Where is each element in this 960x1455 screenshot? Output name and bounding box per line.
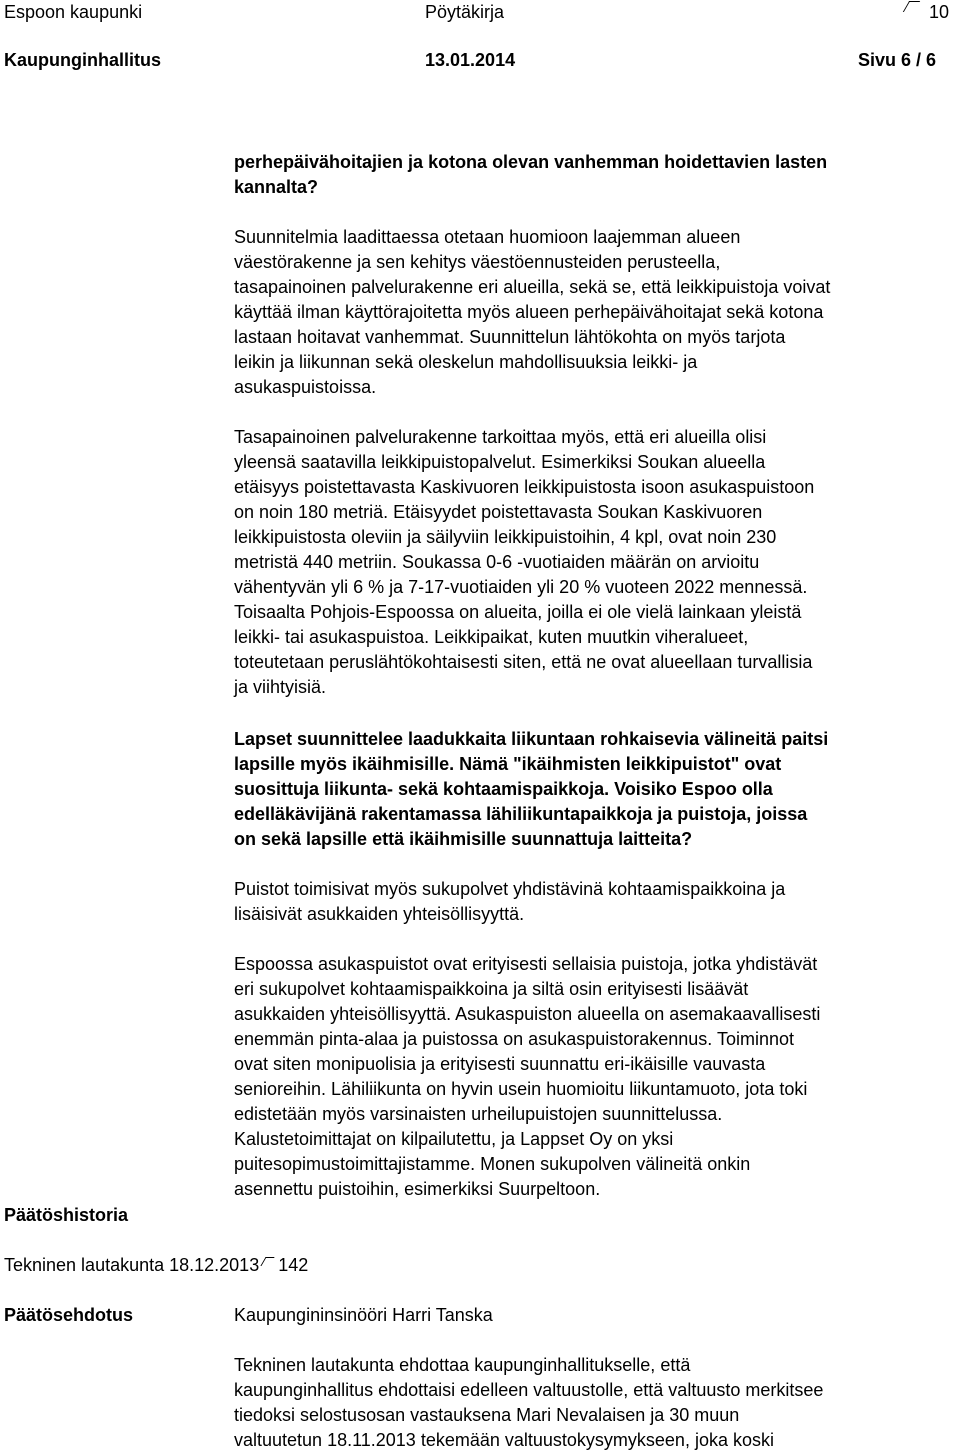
decision-history-heading: Päätöshistoria bbox=[4, 1205, 129, 1225]
text-line: on noin 180 metriä. Etäisyydet poistettavasta Soukan Kaskivuoren bbox=[234, 502, 763, 522]
text-line: väestörakenne ja sen kehitys väestöennusteiden perusteella, bbox=[234, 252, 721, 272]
section-marker-icon bbox=[903, 1, 920, 12]
text-line: on sekä lapsille että ikäihmisille suunnattuja laitteita? bbox=[234, 829, 693, 849]
section-marker-icon bbox=[261, 1257, 275, 1266]
paragraph-lappset-question bbox=[234, 727, 952, 852]
text-line: senioreihin. Lähiliikunta on hyvin usein huomioitu liikuntamuoto, jota toki bbox=[234, 1079, 808, 1099]
section-number-value: 10 bbox=[929, 2, 950, 22]
text-line: puitesopimustoimittajistamme. Monen sukupolven välineitä onkin bbox=[234, 1154, 751, 1174]
text-line: asennettu puistoihin, esimerkiksi Suurpeltoon. bbox=[234, 1179, 601, 1199]
text-line: ovat siten monipuolisia ja erityisesti suunnattu eri-ikäisille vauvasta bbox=[234, 1054, 766, 1074]
text-line: asukkaiden yhteisöllisyyttä. Asukaspuiston alueella on asemakaavallisesti bbox=[234, 1004, 821, 1024]
text-line: metristä 440 metriin. Soukassa 0-6 -vuotiaiden määrän on arvioitu bbox=[234, 552, 760, 572]
text-line: lapsille myös ikäihmisille. Nämä "ikäihmisten leikkipuistot" ovat bbox=[234, 754, 782, 774]
paragraph-parks-generations bbox=[234, 877, 952, 927]
text-line: edistetään myös varsinaisten urheilupuistojen suunnittelussa. bbox=[234, 1104, 723, 1124]
text-line: Tekninen lautakunta ehdottaa kaupunginhallitukselle, että bbox=[234, 1355, 691, 1375]
text-line: Suunnitelmia laadittaessa otetaan huomioon laajemman alueen bbox=[234, 227, 741, 247]
paragraph-proposal bbox=[234, 1353, 952, 1453]
text-line: kannalta? bbox=[234, 177, 319, 197]
text-line: Toisaalta Pohjois-Espoossa on alueita, joilla ei ole vielä lainkaan yleistä bbox=[234, 602, 802, 622]
decision-history-entry bbox=[4, 1253, 308, 1278]
decision-history-committee: Tekninen lautakunta 18.12.2013 bbox=[4, 1255, 260, 1275]
page-indicator: Sivu 6 / 6 bbox=[858, 50, 937, 70]
text-line: leikin ja liikunnan sekä oleskelun mahdollisuuksia leikki- ja bbox=[234, 352, 698, 372]
org-name: Espoon kaupunki bbox=[4, 2, 143, 22]
text-line: kaupunginhallitus ehdottaisi edelleen valtuustolle, että valtuusto merkitsee bbox=[234, 1380, 824, 1400]
text-line: tiedoksi selostusosan vastauksena Mari Nevalaisen ja 30 muun bbox=[234, 1405, 740, 1425]
section-number bbox=[906, 0, 949, 24]
text-line: lastaan hoitavat vanhemmat. Suunnittelun lähtökohta on myös tarjota bbox=[234, 327, 786, 347]
text-line: leikki- tai asukaspuistoa. Leikkipaikat, kuten muutkin viheralueet, bbox=[234, 627, 749, 647]
text-line: lisäisivät asukkaiden yhteisöllisyyttä. bbox=[234, 904, 525, 924]
text-line: suosittuja liikunta- sekä kohtaamispaikkoja. Voisiko Espoo olla bbox=[234, 779, 773, 799]
text-line: edelläkävijänä rakentamassa lähiliikuntapaikkoja ja puistoja, joissa bbox=[234, 804, 808, 824]
text-line: etäisyys poistettavasta Kaskivuoren leikkipuistosta isoon asukaspuistoon bbox=[234, 477, 815, 497]
text-line: valtuutetun 18.11.2013 tekemään valtuustokysymykseen, joka koski bbox=[234, 1430, 774, 1450]
document-type: Pöytäkirja bbox=[425, 2, 505, 22]
text-line: Lapset suunnittelee laadukkaita liikuntaan rohkaisevia välineitä paitsi bbox=[234, 729, 829, 749]
text-line: Kalustetoimittajat on kilpailutettu, ja Lappset Oy on yksi bbox=[234, 1129, 674, 1149]
paragraph-service-structure bbox=[234, 425, 952, 700]
text-line: Espoossa asukaspuistot ovat erityisesti sellaisia puistoja, jotka yhdistävät bbox=[234, 954, 818, 974]
paragraph-planning bbox=[234, 225, 952, 400]
text-line: leikkipuistosta oleviin ja säilyviin leikkipuistoihin, 4 kpl, ovat noin 230 bbox=[234, 527, 777, 547]
decision-proposal-heading: Päätösehdotus bbox=[4, 1305, 134, 1325]
paragraph-question-end bbox=[234, 150, 952, 200]
meeting-body: Kaupunginhallitus bbox=[4, 50, 161, 70]
text-line: perhepäivähoitajien ja kotona olevan vanhemman hoidettavien lasten bbox=[234, 152, 828, 172]
proposal-author: Kaupungininsinööri Harri Tanska bbox=[234, 1305, 493, 1325]
text-line: yleensä saatavilla leikkipuistopalvelut. Esimerkiksi Soukan alueella bbox=[234, 452, 766, 472]
text-line: eri sukupolvet kohtaamispaikkoina ja siltä osin erityisesti lisäävät bbox=[234, 979, 749, 999]
decision-history-number: 142 bbox=[278, 1255, 309, 1275]
text-line: toteutetaan peruslähtökohtaisesti siten, että ne ovat alueellaan turvallisia bbox=[234, 652, 813, 672]
text-line: käyttää ilman käyttörajoitetta myös alueen perhepäivähoitajat sekä kotona bbox=[234, 302, 824, 322]
text-line: Puistot toimisivat myös sukupolvet yhdistävinä kohtaamispaikkoina ja bbox=[234, 879, 786, 899]
text-line: vähentyvän yli 6 % ja 7-17-vuotiaiden yli 20 % vuoteen 2022 mennessä. bbox=[234, 577, 808, 597]
paragraph-espoo-parks bbox=[234, 952, 952, 1202]
text-line: tasapainoinen palvelurakenne eri alueilla, sekä se, että leikkipuistoja voivat bbox=[234, 277, 831, 297]
text-line: Tasapainoinen palvelurakenne tarkoittaa myös, että eri alueilla olisi bbox=[234, 427, 767, 447]
text-line: enemmän pinta-alaa ja puistossa on asukaspuistorakennus. Toiminnot bbox=[234, 1029, 795, 1049]
text-line: ja viihtyisiä. bbox=[234, 677, 327, 697]
meeting-date: 13.01.2014 bbox=[425, 50, 516, 70]
text-line: asukaspuistoissa. bbox=[234, 377, 377, 397]
